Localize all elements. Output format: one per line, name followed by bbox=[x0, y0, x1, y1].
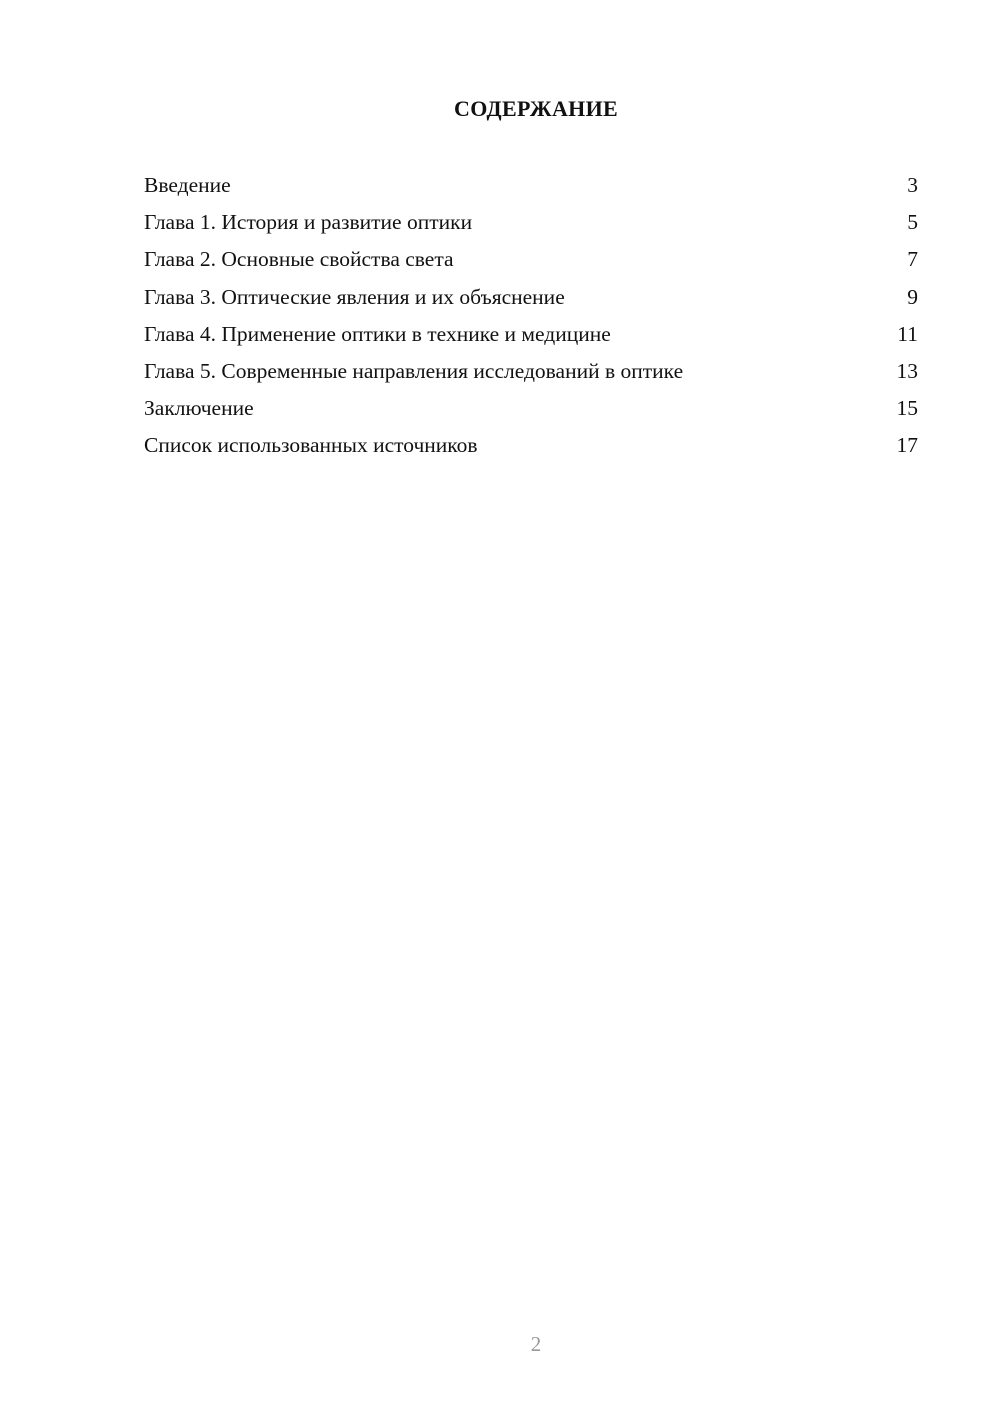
toc-entry-chapter-4[interactable] bbox=[144, 317, 918, 354]
toc-entry-title: Список использованных источников bbox=[144, 433, 478, 458]
toc-entry-page: 17 bbox=[896, 433, 918, 458]
toc-entry-page: 11 bbox=[897, 321, 918, 346]
toc-entry-title: Глава 4. Применение оптики в технике и медицине bbox=[144, 321, 611, 346]
toc-entry-page: 13 bbox=[896, 358, 918, 383]
toc-entry-references[interactable] bbox=[144, 428, 918, 465]
toc-entry-conclusion[interactable] bbox=[144, 391, 918, 428]
toc-entry-page: 3 bbox=[907, 173, 918, 197]
toc-entry-chapter-5[interactable] bbox=[144, 354, 918, 391]
toc-entry-title: Заключение bbox=[144, 396, 254, 421]
toc-entry-page: 7 bbox=[907, 247, 918, 272]
toc-entry-title: Глава 2. Основные свойства света bbox=[144, 247, 454, 272]
page-title: СОДЕРЖАНИЕ bbox=[454, 96, 618, 121]
table-of-contents bbox=[144, 168, 918, 466]
toc-entry-page: 5 bbox=[907, 210, 918, 235]
toc-entry-page: 15 bbox=[896, 396, 918, 421]
page-number: 2 bbox=[530, 1332, 542, 1356]
toc-entry-title: Введение bbox=[144, 173, 231, 197]
toc-entry-title: Глава 1. История и развитие оптики bbox=[144, 210, 473, 235]
toc-entry-chapter-2[interactable] bbox=[144, 242, 918, 279]
toc-entry-chapter-3[interactable] bbox=[144, 280, 918, 317]
toc-entry-chapter-1[interactable] bbox=[144, 205, 918, 242]
toc-entry-title: Глава 5. Современные направления исследований в оптике bbox=[144, 358, 684, 383]
toc-entry-page: 9 bbox=[907, 284, 918, 309]
toc-entry-title: Глава 3. Оптические явления и их объяснение bbox=[144, 284, 565, 309]
toc-entry-introduction[interactable] bbox=[144, 168, 918, 205]
